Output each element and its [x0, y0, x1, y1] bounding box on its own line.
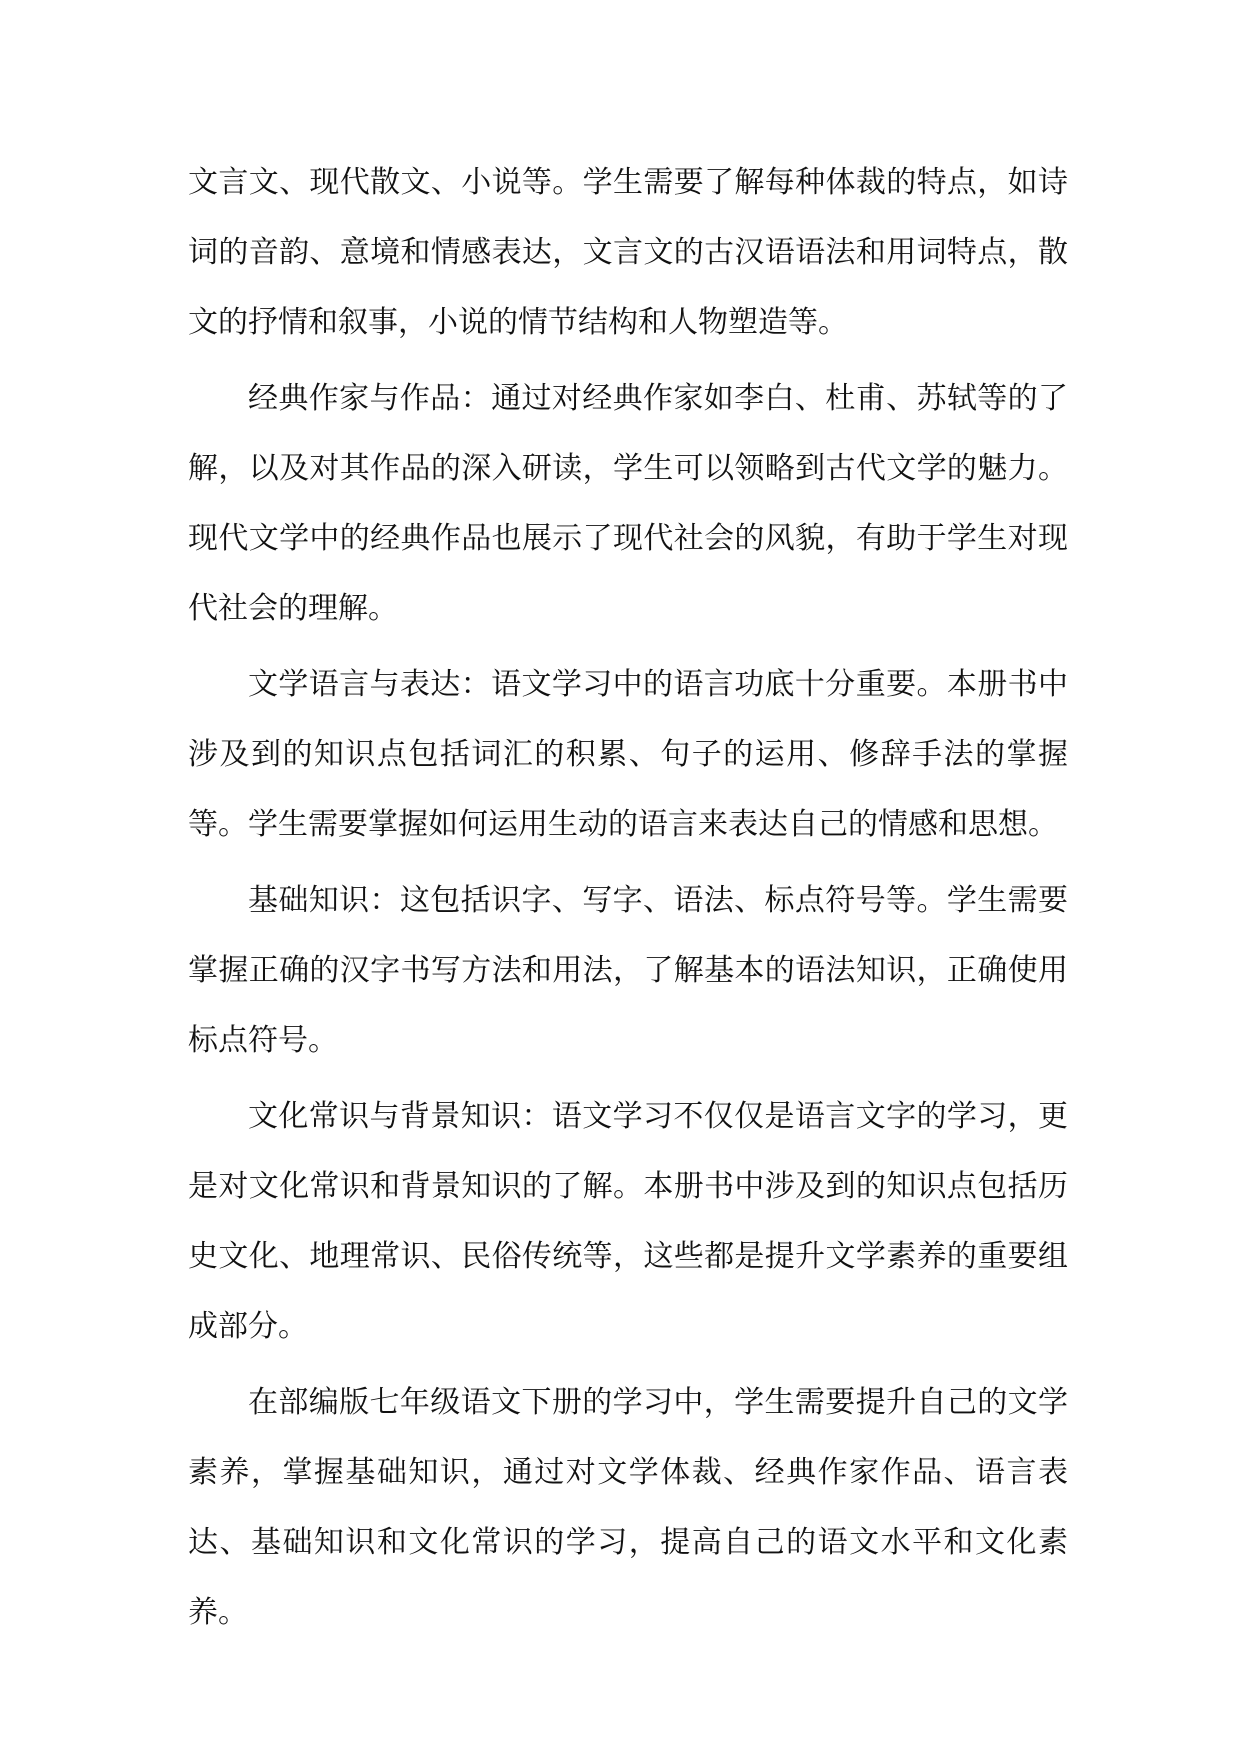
document-body	[188, 148, 1068, 1654]
paragraph-conclusion: 在部编版七年级语文下册的学习中，学生需要提升自己的文学素养，掌握基础知识，通过对文学体裁、经典作家作品、语言表达、基础知识和文化常识的学习，提高自己的语文水平和文化素养。	[188, 1385, 1068, 1630]
paragraph-genre-continuation: 文言文、现代散文、小说等。学生需要了解每种体裁的特点，如诗词的音韵、意境和情感表达，文言文的古汉语语法和用词特点，散文的抒情和叙事，小说的情节结构和人物塑造等。	[188, 165, 1068, 340]
paragraph-cultural-knowledge: 文化常识与背景知识：语文学习不仅仅是语言文字的学习，更是对文化常识和背景知识的了解。本册书中涉及到的知识点包括历史文化、地理常识、民俗传统等，这些都是提升文学素养的重要组成部分。	[188, 1099, 1068, 1344]
paragraph-classic-authors: 经典作家与作品：通过对经典作家如李白、杜甫、苏轼等的了解，以及对其作品的深入研读，学生可以领略到古代文学的魅力。现代文学中的经典作品也展示了现代社会的风貌，有助于学生对现代社会的理解。	[188, 381, 1068, 626]
paragraph-basic-knowledge: 基础知识：这包括识字、写字、语法、标点符号等。学生需要掌握正确的汉字书写方法和用法，了解基本的语法知识，正确使用标点符号。	[188, 883, 1068, 1058]
paragraph-language-expression: 文学语言与表达：语文学习中的语言功底十分重要。本册书中涉及到的知识点包括词汇的积累、句子的运用、修辞手法的掌握等。学生需要掌握如何运用生动的语言来表达自己的情感和思想。	[188, 667, 1068, 842]
